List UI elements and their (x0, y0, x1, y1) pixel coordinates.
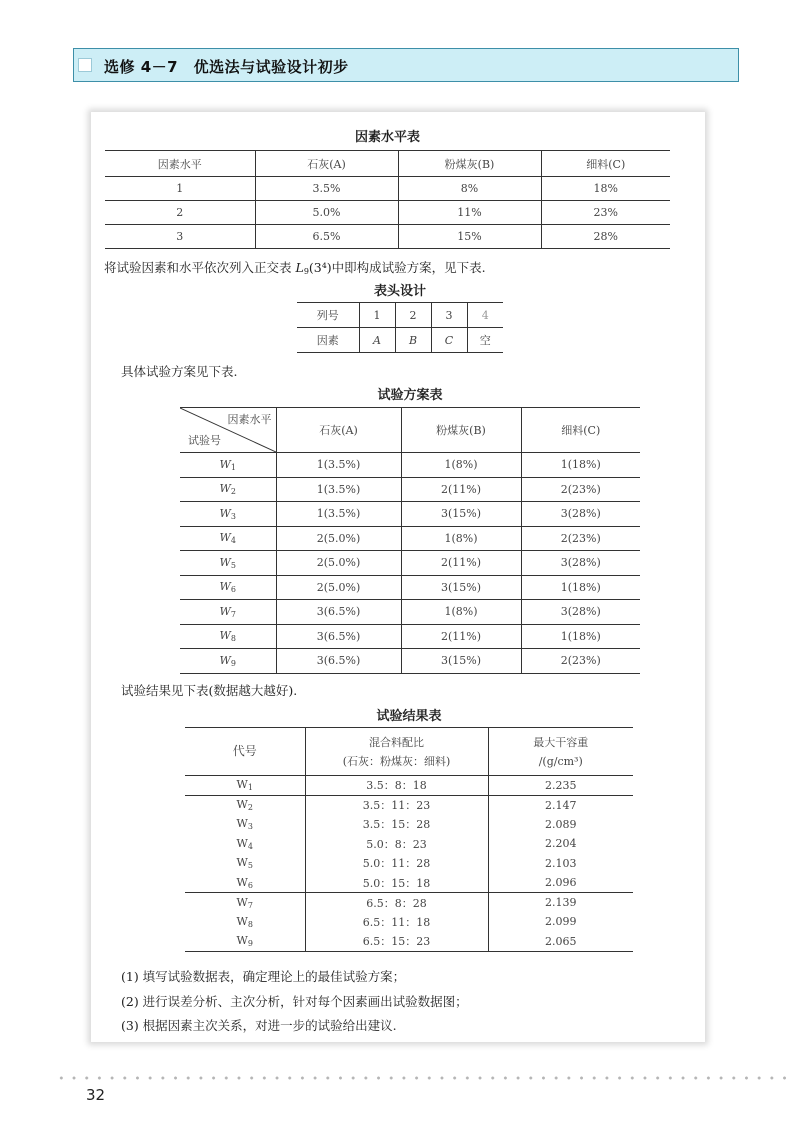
table-row: $W_6$ 5.0：15：18 2.096 (185, 873, 633, 893)
table-cell: 23% (541, 201, 670, 225)
table-cell: A (359, 328, 395, 353)
table-row: $W_1$ 1(3.5%) 1(8%) 1(18%) (180, 453, 640, 478)
table-row: $W_4$ 2(5.0%) 1(8%) 2(23%) (180, 526, 640, 551)
table-cell: 2 (105, 201, 255, 225)
table-row: $W_8$ 6.5：11：18 2.099 (185, 912, 633, 932)
head-design-table (297, 302, 503, 353)
page-number: 32 (86, 1086, 106, 1104)
table-row: $W_9$ 3(6.5%) 3(15%) 2(23%) (180, 649, 640, 674)
head-table-caption: 表头设计 (373, 284, 426, 299)
table-row: $W_3$ 1(3.5%) 3(15%) 3(28%) (180, 502, 640, 527)
table-cell: 列号 (297, 303, 359, 328)
result-table-caption: 试验结果表 (376, 709, 442, 724)
column-header: 代号 (185, 728, 305, 776)
table-row: $W_9$ 6.5：15：23 2.065 (185, 932, 633, 952)
table-row: $W_7$ 6.5：8：28 2.139 (185, 893, 633, 913)
table-row: $W_6$ 2(5.0%) 3(15%) 1(18%) (180, 575, 640, 600)
question-3: (3) 根据因素主次关系，对进一步的试验给出建议. (121, 1018, 397, 1033)
table-cell: 2 (395, 303, 431, 328)
factor-level-table (105, 150, 670, 249)
orthogonal-table-sentence: 将试验因素和水平依次列入正交表 $L_9(3^4)$中即构成试验方案，见下表. (104, 260, 486, 276)
table-row: $W_3$ 3.5：15：28 2.089 (185, 815, 633, 835)
table-row: $W_7$ 3(6.5%) 1(8%) 3(28%) (180, 600, 640, 625)
table-row: $W_5$ 2(5.0%) 2(11%) 3(28%) (180, 551, 640, 576)
corner-bottom-label: 试验号 (188, 434, 221, 447)
table-cell: 5.0% (255, 201, 398, 225)
table-row: $W_5$ 5.0：11：28 2.103 (185, 854, 633, 874)
table-row: $W_1$ 3.5：8：18 2.235 (185, 776, 633, 796)
table-cell: B (395, 328, 431, 353)
table-cell: 3.5% (255, 177, 398, 201)
table-row: $W_8$ 3(6.5%) 2(11%) 1(18%) (180, 624, 640, 649)
section-header (73, 48, 739, 82)
scheme-table-caption: 试验方案表 (377, 388, 443, 403)
table-cell: 因素 (297, 328, 359, 353)
table-cell: 18% (541, 177, 670, 201)
table-cell: 8% (398, 177, 541, 201)
table-cell: 1 (359, 303, 395, 328)
column-header: 粉煤灰(B) (401, 408, 521, 453)
question-1: (1) 填写试验数据表，确定理论上的最佳试验方案； (121, 969, 406, 984)
result-table (185, 727, 633, 952)
table-cell: 空 (467, 328, 503, 353)
table-cell: 1 (105, 177, 255, 201)
column-header: 混合料配比 (石灰：粉煤灰：细料) (305, 728, 488, 776)
column-header: 细料(C) (541, 151, 670, 177)
footer-dotted-line (55, 1075, 795, 1081)
table-cell: 15% (398, 225, 541, 249)
corner-cell (180, 408, 276, 453)
table-row: $W_4$ 5.0：8：23 2.204 (185, 834, 633, 854)
table-row: $W_2$ 1(3.5%) 2(11%) 2(23%) (180, 477, 640, 502)
table-cell: C (431, 328, 467, 353)
section-title: 选修 4－7 优选法与试验设计初步 (104, 58, 349, 76)
corner-top-label: 因素水平 (227, 413, 272, 426)
column-header: 粉煤灰(B) (398, 151, 541, 177)
table-cell: 11% (398, 201, 541, 225)
table-cell: 3 (431, 303, 467, 328)
table-cell: 28% (541, 225, 670, 249)
scheme-intro-text: 具体试验方案见下表. (121, 364, 238, 379)
scheme-table (180, 407, 640, 674)
column-header: 石灰(A) (276, 408, 401, 453)
table-cell: 3 (105, 225, 255, 249)
table-cell: 6.5% (255, 225, 398, 249)
header-square-icon (78, 58, 92, 72)
table-cell: 4 (467, 303, 503, 328)
column-header: 因素水平 (105, 151, 255, 177)
table-row: $W_2$ 3.5：11：23 2.147 (185, 795, 633, 815)
column-header: 最大干容重 /(g/cm³) (488, 728, 633, 776)
question-2: (2) 进行误差分析、主次分析，针对每个因素画出试验数据图； (121, 994, 468, 1009)
factor-table-caption: 因素水平表 (354, 130, 420, 145)
column-header: 石灰(A) (255, 151, 398, 177)
column-header: 细料(C) (521, 408, 640, 453)
results-intro-text: 试验结果见下表(数据越大越好). (121, 683, 298, 698)
